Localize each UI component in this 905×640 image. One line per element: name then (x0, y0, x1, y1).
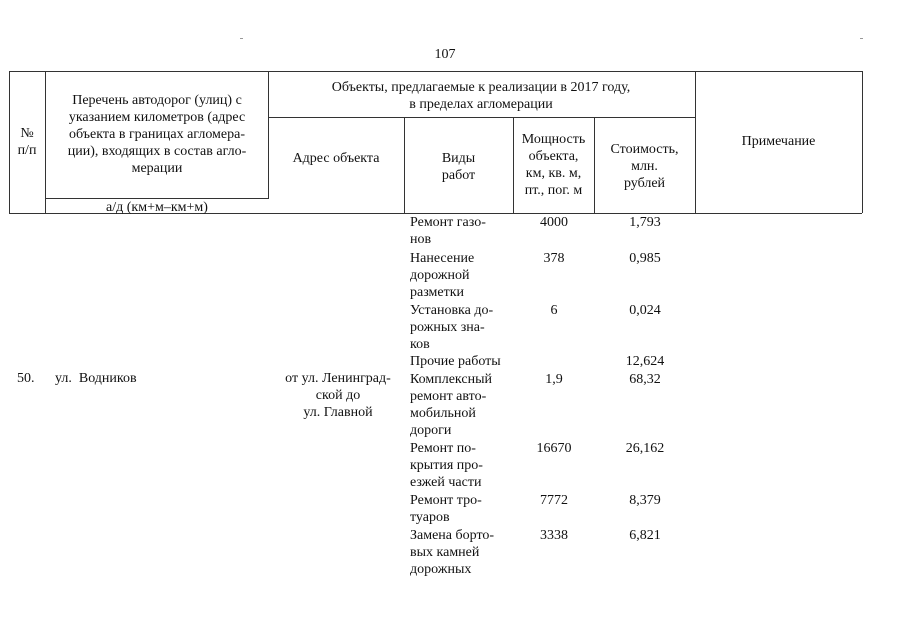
work-name: Ремонт газо- нов (410, 215, 486, 247)
header-cost: Стоимость, млн. рублей (610, 142, 679, 191)
row-number: 50. (17, 371, 35, 386)
work-cost: 68,32 (629, 372, 661, 387)
work-name: Нанесение дорожной разметки (410, 251, 475, 300)
work-cost: 8,379 (629, 493, 661, 508)
work-name: Комплексный ремонт авто- мобильной дороги (410, 372, 492, 438)
header-objects-group: Объекты, предлагаемые к реализации в 2017 году, в пределах агломерации (331, 80, 631, 112)
work-capacity: 6 (550, 303, 558, 318)
work-capacity: 16670 (536, 441, 572, 456)
work-cost: 0,024 (629, 303, 661, 318)
header-capacity: Мощность объекта, км, кв. м, пт., пог. м (521, 132, 586, 198)
page-number: 107 (434, 47, 456, 62)
work-cost: 1,793 (629, 215, 661, 230)
header-address: Адрес объекта (292, 151, 380, 166)
work-cost: 26,162 (625, 441, 665, 456)
header-roads: Перечень автодорог (улиц) с указанием километров (адрес объекта в границах агломера- ции), входящих в состав агло- мерации (67, 93, 247, 176)
header-num: № п/п (17, 126, 37, 158)
work-name: Ремонт по- крытия про- езжей части (410, 441, 483, 490)
header-work-type: Виды работ (441, 151, 476, 183)
work-capacity: 7772 (540, 493, 568, 508)
row-address: от ул. Ленинград- ской до ул. Главной (285, 371, 391, 420)
scan-mark (240, 38, 243, 39)
work-cost: 6,821 (629, 528, 661, 543)
scan-mark (860, 38, 863, 39)
work-capacity: 378 (543, 251, 565, 266)
work-name: Прочие работы (410, 354, 501, 369)
work-name: Ремонт тро- туаров (410, 493, 482, 525)
header-note: Примечание (741, 134, 816, 149)
row-road-name: ул. Водников (55, 371, 137, 386)
work-capacity: 4000 (540, 215, 568, 230)
work-cost: 0,985 (629, 251, 661, 266)
work-capacity: 3338 (540, 528, 568, 543)
work-name: Замена борто- вых камней дорожных (410, 528, 495, 577)
header-roads-sub: а/д (км+м–км+м) (106, 200, 208, 215)
work-name: Установка до- рожных зна- ков (410, 303, 494, 352)
work-capacity: 1,9 (545, 372, 563, 387)
work-cost: 12,624 (625, 354, 665, 369)
